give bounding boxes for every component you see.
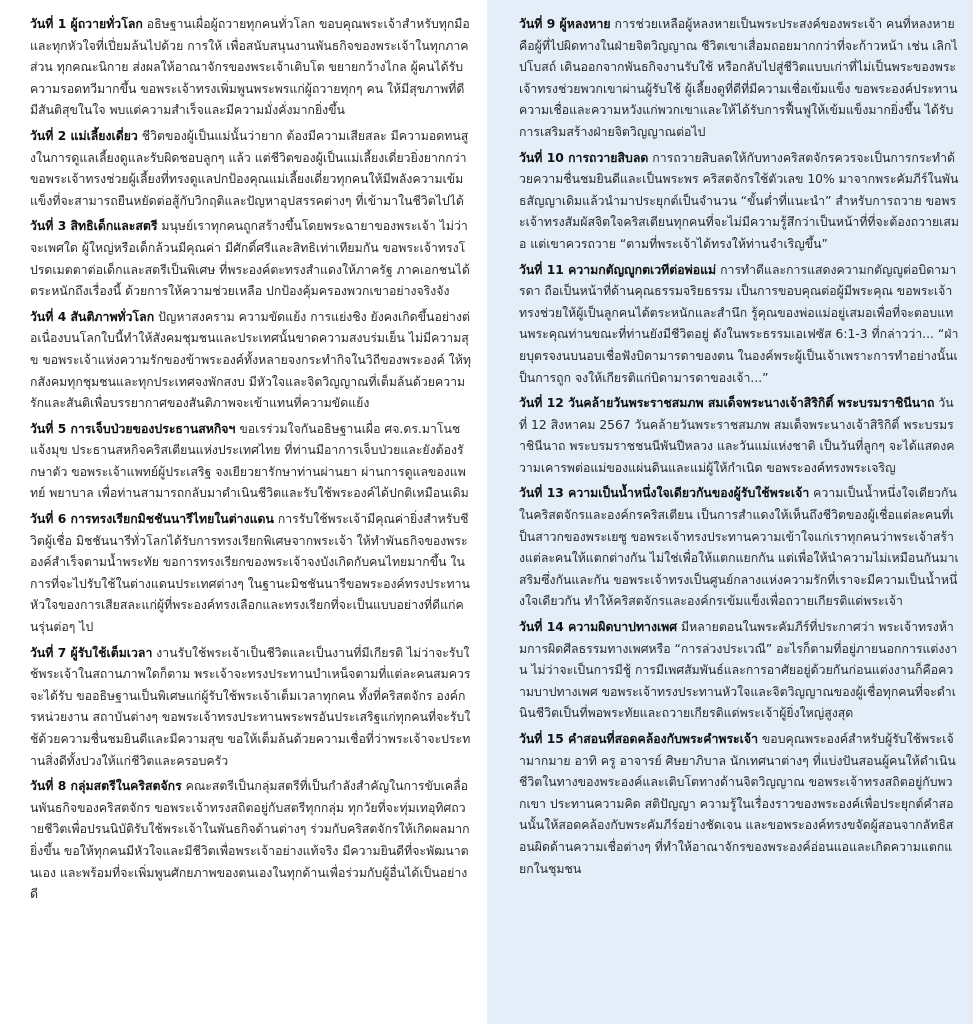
- prayer-entry-title: วันที่ 10 การถวายสิบลด: [519, 150, 649, 165]
- prayer-entry-text: การรับใช้พระเจ้ามีคุณค่ายิ่งสำหรับชีวิตผู้เชื่อ มิชชันนารีทั่วโลกได้รับการทรงเรียกพิเศษจากพระเจ้า ให้ทำพันธกิจของพระองค์สำเร็จตามน้ำพระทัย ขอการทรงเรียกของพระเจ้าจงบังเกิดกับคนไทยมากขึ้น ในการที่จะไปรับใช้ในต่างแดนประเทศต่างๆ ในฐานะมิชชันนารีขอพระองค์ทรงประทานหัวใจของการเสียสละแก่ผู้ที่พระองค์ทรงเลือกและทรงเรียกที่จะเป็นแบบอย่างที่ดีแก่คนรุ่นต่อๆ ไป: [30, 512, 470, 635]
- prayer-entry-text: ปัญหาสงคราม ความขัดแย้ง การแย่งชิง ยังคงเกิดขึ้นอย่างต่อเนื่องบนโลกใบนี้ทำให้สังคมชุมชนและประเทศนั้นขาดความสงบร่มเย็น ไม่มีความสุข ขอพระเจ้าแห่งความรักของข้าพระองค์ทั้งหลายจงกระทำกิจในวิถีของพระองค์ ให้ทุกสังคมทุกชุมชนและทุกประเทศจงพักสงบ มีหัวใจและจิตวิญญาณที่เต็มล้นด้วยความรักและสันติเพื่อบรรยากาศของสันติภาพจะเข้าแทนที่ความขัดแย้ง: [30, 309, 472, 411]
- prayer-entry: [30, 776, 471, 906]
- prayer-entry-text: ความเป็นน้ำหนึ่งใจเดียวกันในคริสตจักรและองค์กรคริสเตียน เป็นการสำแดงให้เห็นถึงชีวิตของผู้เชื่อแต่ละคนที่เป็นสาวกของพระเยซู ขอพระเจ้าทรงประทานความเข้าใจแก่เราทุกคนว่าพระเจ้าสร้างแต่ละคนให้แตกต่างกัน ไม่ใช่เพื่อให้แตกแยกกัน แต่เพื่อให้นำความไม่เหมือนกันมาเสริมซึ่งกันและกัน ขอพระเจ้าทรงเป็นศูนย์กลางแห่งความรักที่เราจะมีความเป็นน้ำหนึ่งใจเดียวกัน ทำให้คริสตจักรและองค์กรเข้มแข็งเพื่อถวายเกียรติแด่พระเจ้า: [519, 486, 959, 609]
- prayer-entry-text: การช่วยเหลือผู้หลงหายเป็นพระประสงค์ของพระเจ้า คนที่หลงหายคือผู้ที่ไปผิดทางในฝ่ายจิตวิญญาณ ชีวิตเขาเสื่อมถอยมากกว่าที่จะก้าวหน้า เช่น เลิกไปโบสถ์ เดินออกจากพันธกิจงานรับใช้ หรือกลับไปสู่ชีวิตแบบเก่าที่ไม่เป็นพระของพระเจ้าทรงช่วยพวกเขาผ่านผู้รับใช้ ผู้เลี้ยงดูที่ดีที่มีความเชื่อเข้มแข็ง ขอพระองค์ประทานความเชื่อและความหวังแก่พวกเขาและให้ได้รับการฟื้นฟูให้เข้มแข็งมากยิ่งขึ้น ได้รับการเสริมสร้างฝ่ายจิตวิญญาณต่อไป: [519, 17, 958, 139]
- prayer-entry: [519, 148, 959, 256]
- prayer-entry-text: งานรับใช้พระเจ้าเป็นชีวิตและเป็นงานที่มีเกียรติ ไม่ว่าจะรับใช้พระเจ้าในสถานภาพใดก็ตาม พระเจ้าจะทรงประทานบำเหน็จตามที่แต่ละคนสมควรจะได้รับ ขออธิษฐานเป็นพิเศษแก่ผู้รับใช้พระเจ้าเต็มเวลาทุกคน ทั้งที่คริสตจักร องค์กรหน่วยงาน สถาบันต่างๆ ขอพระเจ้าทรงประทานพระพรอันประเสริฐแก่ทุกคนที่จะรับใช้ด้วยความชื่นชมยินดีและมีความสุข ขอให้เต็มล้นด้วยความเชื่อที่ว่าพระเจ้าจะประทานสิ่งดีทั้งปวงให้แก่ชีวิตและครอบครัว: [30, 645, 471, 768]
- prayer-entry: [30, 419, 471, 505]
- prayer-entry-text: วันที่ 12 สิงหาคม 2567 วันคล้ายวันพระราชสมภพ สมเด็จพระนางเจ้าสิริกิติ์ พระบรมราชินีนาถ พระบรมราชชนนีพันปีหลวง และวันแม่แห่งชาติ เป็นวันที่ลูกๆ จะได้แสดงความเคารพต่อแม่ของแผ่นดินและแม่ผู้ให้กำเนิด ขอพระองค์ทรงพระเจริญ: [519, 396, 955, 475]
- prayer-entry-title: วันที่ 7 ผู้รับใช้เต็มเวลา: [30, 645, 153, 660]
- prayer-entry-title: วันที่ 11 ความกตัญญูกตเวทีต่อพ่อแม่: [519, 262, 717, 277]
- prayer-entry-title: วันที่ 3 สิทธิเด็กและสตรี: [30, 219, 158, 234]
- prayer-entry-title: วันที่ 13 ความเป็นน้ำหนึ่งใจเดียวกันของผู้รับใช้พระเจ้า: [519, 486, 810, 501]
- prayer-entry: [519, 393, 959, 479]
- prayer-entry-title: วันที่ 9 ผู้หลงหาย: [519, 17, 611, 31]
- prayer-entry-title: วันที่ 15 คำสอนที่สอดคล้องกับพระคำพระเจ้า: [519, 732, 758, 746]
- prayer-entry: [519, 260, 959, 390]
- prayer-entry-title: วันที่ 8 กลุ่มสตรีในคริสตจักร: [30, 779, 182, 794]
- prayer-entry-text: การถวายสิบลดให้กับทางคริสตจักรควรจะเป็นการกระทำด้วยความชื่นชมยินดีและเป็นพระพร คริสตจักรใช้ตัวเลข 10% มาจากพระคัมภีร์ในพันธสัญญาเดิมแล้วนำมาประยุกต์เป็นจำนวน “ขั้นต่ำที่แนะนำ” สำหรับการถวาย ขอพระเจ้าทรงสัมผัสจิตใจคริสเตียนทุกคนที่จะไม่มีความรู้สึกว่าเป็นหน้าที่ที่จะต้องถวายเสมอ แต่เขาควรถวาย “ตามที่พระเจ้าได้ทรงให้ท่านจำเริญขึ้น”: [519, 150, 959, 251]
- prayer-entry-text: มนุษย์เราทุกคนถูกสร้างขึ้นโดยพระฉายาของพระเจ้า ไม่ว่าจะเพศใด ผู้ใหญ่หรือเด็กล้วนมีคุณค่า มีศักดิ์ศรีและสิทธิเท่าเทียมกัน ขอพระเจ้าทรงโปรดเมตตาต่อเด็กและสตรีเป็นพิเศษ ที่พระองค์ตะทรงสำแดงให้ภาครัฐ ภาคเอกชนได้ตระหนักถึงเรื่องนี้ ด้วยการให้ความช่วยเหลือ ปกป้องคุ้มครองพวกเขาอย่างจริงจัง: [30, 219, 470, 299]
- prayer-entry: [30, 216, 471, 302]
- prayer-entry: [30, 126, 471, 212]
- prayer-entry: [30, 643, 471, 773]
- prayer-entry: [30, 509, 471, 639]
- prayer-entry-text: การทำดีและการแสดงความกตัญญูต่อบิดามารดา ถือเป็นหน้าที่ด้านคุณธรรมจริยธรรม เป็นการขอบคุณต่อผู้มีพระคุณ ขอพระเจ้าทรงช่วยให้ผู้เป็นลูกคนได้ตระหนักและสำนึก รู้คุณของพ่อแม่อยู่เสมอเพื่อที่จะตอบแทนพระคุณท่านขณะที่ท่านยังมีชีวิตอยู่ ดังในพระธรรมเอเฟซัส 6:1-3 ที่กล่าวว่า... “ฝ่ายบุตรจงนบนอบเชื่อฟังบิดามารดาของตน ในองค์พระผู้เป็นเจ้าเพราะการทำอย่างนั้นเป็นการถูก จงให้เกียรติแก่บิดามารดาของเจ้า...”: [519, 262, 959, 385]
- prayer-entry-text: ขอเรร่วมใจกันอธิษฐานเผื่อ ศจ.ดร.มาโนช แจ้งมุข ประธานสหกิจคริสเตียนแห่งประเทศไทย ที่ท่านมีอาการเจ็บป่วยและยังต้องรักษาตัว ขอพระเจ้าแพทย์ผู้ประเสริฐ จงเยียวยารักษาท่านผ่านยา ผ่านการดูแลของแพทย์ พยาบาล เพื่อท่านสามารถกลับมาดำเนินชีวิตและรับใช้พระองค์ได้ปกติเหมือนเดิม: [30, 421, 469, 501]
- prayer-entry-title: วันที่ 4 สันติภาพทั่วโลก: [30, 309, 155, 324]
- prayer-entry: [30, 14, 471, 122]
- prayer-entry-text: อธิษฐานเผื่อผู้ถวายทุกคนทั่วโลก ขอบคุณพระเจ้าสำหรับทุกมือและทุกหัวใจที่เปี่ยมล้นไปด้วย การให้ เพื่อสนับสนุนงานพันธกิจของพระเจ้าในทุกภาคส่วน ทุกคณะนิกาย ส่งผลให้อาณาจักรของพระเจ้าเติบโต ขยายกว้างไกล ผู้คนได้รับความรอดทวีมากขึ้น ขอพระเจ้าทรงเพิ่มพูนพระพรแก่ผู้ถวายทุกๆ คน ให้มีสุขภาพที่ดีมีสันติสุขในใจ พบแต่ความสำเร็จและมีความมั่งคั่งมากยิ่งขึ้น: [30, 17, 470, 118]
- prayer-entry: [519, 729, 959, 880]
- prayer-entry-text: มีหลายตอนในพระคัมภีร์ที่ประกาศว่า พระเจ้าทรงห้ามการผิดศีลธรรมทางเพศหรือ “การล่วงประเวณี” อะไรก็ตามที่อยู่ภายนอกการแต่งงาน ไม่ว่าจะเป็นการมีชู้ การมีเพศสัมพันธ์และการอาศัยอยู่ด้วยกันก่อนแต่งงานก็คือความบาปทางเพศ ขอพระเจ้าทรงประทานหัวใจและจิตวิญญาณของผู้เชื่อทุกคนที่จะดำเนินชีวิตเป็นที่พอพระทัยและถวายเกียรติแด่พระเจ้าผู้ยิ่งใหญ่สูงสุด: [519, 620, 958, 721]
- prayer-entry: [30, 307, 471, 415]
- prayer-entry: [519, 617, 959, 725]
- prayer-entry-title: วันที่ 5 การเจ็บป่วยของประธานสหกิจฯ: [30, 421, 236, 436]
- prayer-entry-text: ขอบคุณพระองค์สำหรับผู้รับใช้พระเจ้ามากมาย อาทิ ครู อาจารย์ ศิษยาภิบาล นักเทศนาต่างๆ ที่แบ่งปันสอนผู้คนให้ดำเนินชีวิตในทางของพระองค์และเติบโตทางด้านจิตวิญญาณ ขอพระเจ้าทรงสถิตอยู่กับพวกเขา ประทานความคิด สติปัญญา ความรู้ในเรื่องราวของพระองค์เพื่อประยุกต์คำสอนนั้นให้สอดคล้องกับพระคัมภีร์อย่างชัดเจน และขอพระองค์ทรงขจัดผู้สอนจากลัทธิสอนผิดด้านความเชื่อต่างๆ ที่ทำให้อาณาจักรของพระองค์อ่อนแอและเกิดความแตกแยกในชุมชน: [519, 732, 956, 876]
- prayer-entry: [519, 483, 959, 613]
- prayer-entry-text: ชีวิตของผู้เป็นแม่นั้นว่ายาก ต้องมีความเสียสละ มีความอดทนสูงในการดูแลเลี้ยงดูและรับผิดชอบลูกๆ แล้ว แต่ชีวิตของผู้เป็นแม่เลี้ยงเดี่ยวยิ่งยากกว่า ขอพระเจ้าทรงช่วยผู้เลี้ยงที่ทรงดูแลปกป้องคุณแม่เลี้ยงเดี่ยวทุกคนให้มีพลังความเข้มแข็งที่จะสามารถยืนหยัดต่อสู้กับวิกฤติและปัญหาอุปสรรคต่างๆ ที่เข้ามาในชีวิตไปได้: [30, 128, 469, 208]
- prayer-entry: [519, 14, 959, 144]
- prayer-entry-title: วันที่ 14 ความผิดบาปทางเพศ: [519, 620, 678, 635]
- prayer-entry-title: วันที่ 1 ผู้ถวายทั่วโลก: [30, 17, 143, 31]
- prayer-entry-text: คณะสตรีเป็นกลุ่มสตรีที่เป็นกำลังสำคัญในการขับเคลื่อนพันธกิจของคริสตจักร ขอพระเจ้าทรงสถิตอยู่กับสตรีทุกกลุ่ม ทุกวัยที่จะทุ่มเทอุทิศถวายชีวิตเพื่อปรนนิบัติรับใช้พระเจ้าในพันธกิจด้านต่างๆ ร่วมกับคริสตจักรให้เกิดผลมากยิ่งขึ้น ขอให้ทุกคนมีหัวใจและมีชีวิตเพื่อพระเจ้าอย่างแท้จริง มีความยินดีที่จะพัฒนาตนเอง และพร้อมที่จะเพิ่มพูนศักยภาพของตนเองในทุกด้านเพื่อร่วมกับผู้อื่นได้เป็นอย่างดี: [30, 779, 470, 902]
- prayer-entry-title: วันที่ 2 แม่เลี้ยงเดี่ยว: [30, 128, 138, 143]
- right-column: [487, 0, 973, 1024]
- prayer-entry-title: วันที่ 12 วันคล้ายวันพระราชสมภพ สมเด็จพระนางเจ้าสิริกิติ์ พระบรมราชินีนาถ: [519, 396, 935, 411]
- prayer-entry-title: วันที่ 6 การทรงเรียกมิชชันนารีไทยในต่างแดน: [30, 512, 274, 527]
